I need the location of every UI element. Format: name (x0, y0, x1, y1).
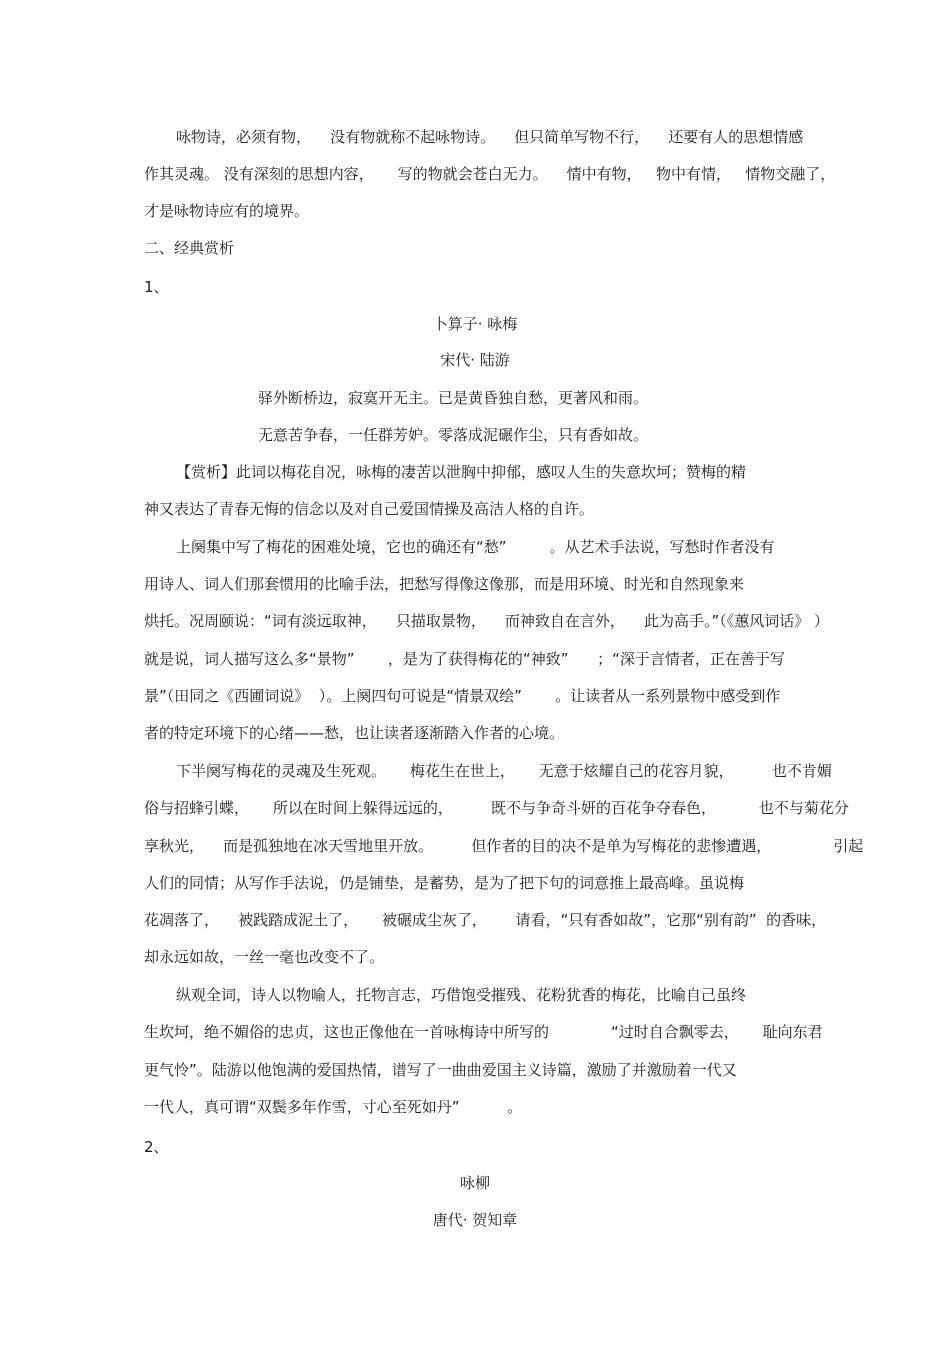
para2-line-4: 就是说，词人描写这么多“景物” ，是为了获得梅花的“神致” ；“深于言情者，正在善于写 (144, 650, 785, 668)
para3-line-1: 下半阕写梅花的灵魂及生死观。 梅花生在世上， 无意于炫耀自己的花容月貌， 也不肯媚 (176, 762, 832, 780)
intro-line-2: 作其灵魂。 没有深刻的思想内容， 写的物就会苍白无力。 情中有物， 物中有情， 情物交融了， (144, 165, 836, 183)
para4-line-4: 一代人，真可谓“双鬓多年作雪，寸心至死如丹” 。 (144, 1098, 523, 1116)
para2-line-5: 景”（田同之《西圃词说》 ）。上阕四句可说是“情景双绘” 。让读者从一系列景物中感受到作 (144, 687, 781, 705)
item-number-1: 1、 (144, 278, 169, 296)
poem-author-2: 唐代· 贺知章 (432, 1211, 518, 1229)
intro-line-1: 咏物诗，必须有物， 没有物就称不起咏物诗。 但只简单写物不行， 还要有人的思想情感 (176, 128, 804, 146)
para2-line-2: 用诗人、词人们那套惯用的比喻手法，把愁写得像这像那，而是用环境、时光和自然现象来 (144, 575, 745, 593)
para2-line-3: 烘托。况周颐说：“词有淡远取神， 只描取景物， 而神致自在言外， 此为高手。”（《蕙风词话》 ） (144, 612, 830, 630)
para3-line-2: 俗与招蜂引蝶， 所以在时间上躲得远远的， 既不与争奇斗妍的百花争夺春色， 也不与菊花分 (144, 799, 849, 817)
para3-line-4: 人们的同情；从写作手法说，仍是铺垫，是蓄势，是为了把下句的词意推上最高峰。虽说梅 (144, 874, 745, 892)
para4-line-2: 生坎坷，绝不媚俗的忠贞，这也正像他在一首咏梅诗中所写的 “过时自合飘零去， 耻向东君 (144, 1023, 823, 1041)
para3-line-5: 花凋落了， 被践踏成泥土了， 被碾成尘灰了， 请看，“只有香如故”，它那“别有韵” 的香味， (144, 911, 827, 929)
section-heading: 二、经典赏析 (144, 239, 235, 257)
item-number-2: 2、 (144, 1138, 169, 1156)
intro-line-3: 才是咏物诗应有的境界。 (144, 202, 310, 220)
analysis-line-1: 【赏析】此词以梅花自况，咏梅的凄苦以泄胸中抑郁，感叹人生的失意坎坷；赞梅的精 (176, 463, 747, 481)
para3-line-3: 享秋光， 而是孤独地在冰天雪地里开放。 但作者的目的决不是单为写梅花的悲惨遭遇， 引起 (144, 837, 864, 855)
poem-title-2: 咏柳 (459, 1174, 490, 1192)
para4-line-3: 更气怜”。陆游以他饱满的爱国热情，谱写了一曲曲爱国主义诗篇，激励了并激励着一代又 (144, 1061, 737, 1079)
poem-line-2: 无意苦争春，一任群芳妒。零落成泥碾作尘，只有香如故。 (258, 426, 649, 444)
para3-line-6: 却永远如故，一丝一毫也改变不了。 (144, 948, 385, 966)
poem-line-1: 驿外断桥边，寂寞开无主。已是黄昏独自愁，更著风和雨。 (258, 389, 649, 407)
para2-line-6: 者的特定环境下的心绪——愁，也让读者逐渐踏入作者的心境。 (144, 724, 565, 742)
para2-line-1: 上阕集中写了梅花的困难处境，它也的确还有“愁” 。从艺术手法说，写愁时作者没有 (176, 538, 775, 556)
poem-title: 卜算子· 咏梅 (432, 315, 518, 333)
poem-author: 宋代· 陆游 (440, 351, 510, 369)
para4-line-1: 纵观全词，诗人以物喻人，托物言志，巧借饱受摧残、花粉犹香的梅花，比喻自己虽终 (176, 986, 747, 1004)
analysis-line-2: 神又表达了青春无悔的信念以及对自己爱国情操及高洁人格的自许。 (144, 500, 595, 518)
